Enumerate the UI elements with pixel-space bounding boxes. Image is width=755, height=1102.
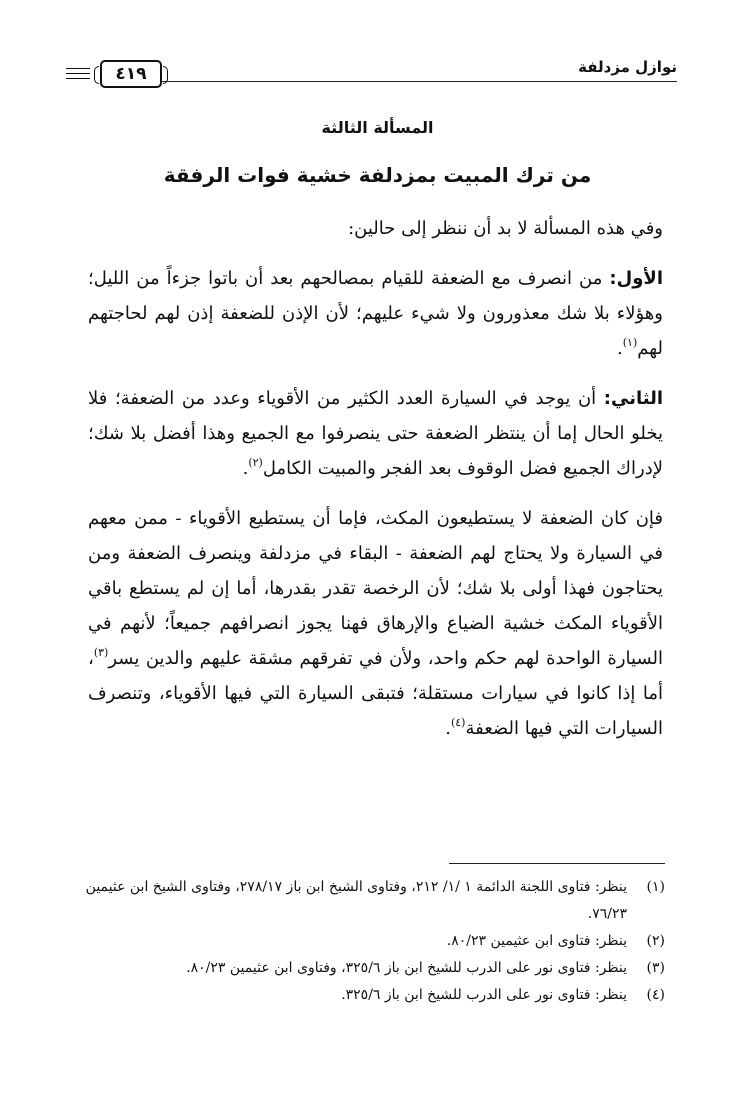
- footnote-ref-3: (٣): [93, 646, 109, 659]
- third-paragraph-text-2: ، أما إذا كانوا في سيارات مستقلة؛ فتبقى السيارة التي فيها الأقوياء، وتنصرف السيارات التي فيها الضعفة: [88, 648, 663, 739]
- running-header: [66, 52, 677, 92]
- footnote-text: ينظر: فتاوى اللجنة الدائمة ١ /١/ ٢١٢، وفتاوى الشيخ ابن باز ٢٧٨/١٧، وفتاوى الشيخ ابن عثيمين ٧٦/٢٣.: [85, 879, 627, 922]
- second-case-paragraph: الثاني: أن يوجد في السيارة العدد الكثير من الأقوياء وعدد من الضعفة؛ فلا يخلو الحال إما أن ينتظر الضعفة حتى ينصرفوا مع الجميع وهذا أفضل بلا شك؛ لإدراك الجميع فضل الوقوف بعد الفجر والمبيت الكامل$^{(٢)}$.: [88, 388, 663, 479]
- footnote-number: (٤): [646, 987, 665, 1003]
- footnote-text: ينظر: فتاوى نور على الدرب للشيخ ابن باز ٣٢٥/٦، وفتاوى ابن عثيمين ٨٠/٢٣.: [186, 960, 627, 976]
- footnote-item: [66, 982, 665, 1009]
- second-case-label: الثاني:: [603, 388, 663, 409]
- intro-paragraph: وفي هذه المسألة لا بد أن ننظر إلى حالين:: [348, 218, 663, 239]
- issue-heading: المسألة الثالثة: [321, 118, 434, 137]
- second-case-text: أن يوجد في السيارة العدد الكثير من الأقوياء وعدد من الضعفة؛ فلا يخلو الحال إما أن ينتظر الضعفة حتى ينصرفوا مع الجميع وهذا أفضل بلا شك؛ لإدراك الجميع فضل الوقوف بعد الفجر والمبيت الكامل: [88, 388, 663, 479]
- page-number: ٤١٩: [115, 64, 147, 84]
- footnotes: [66, 874, 665, 1009]
- third-paragraph-text-1: فإن كان الضعفة لا يستطيعون المكث، فإما أن يستطيع الأقوياء - ممن معهم في السيارة ولا يحتاج لهم الضعفة - البقاء في مزدلفة وينصرف الضعفة ومن يحتاجون فهذا أولى بلا شك؛ لأن الرخصة تقدر بقدرها، أما إن لم يستطع باقي الأقوياء المكث خشية الضياع والإرهاق فهنا يجوز انصرافهم جميعاً؛ لأنهم في السيارة الواحدة لهم حكم واحد، ولأن في تفرقهم مشقة عليهم والدين يسر: [88, 508, 663, 669]
- footnote-ref-4: (٤): [450, 716, 466, 729]
- issue-title: من ترك المبيت بمزدلفة خشية فوات الرفقة: [163, 163, 592, 187]
- first-case-paragraph: الأول: من انصرف مع الضعفة للقيام بمصالحهم بعد أن باتوا جزءاً من الليل؛ وهؤلاء بلا شك معذورون ولا شيء عليهم؛ لأن الإذن للضعفة إذن لهم لحاجتهم لهم$^{(١)}$.: [88, 268, 663, 359]
- first-case-label: الأول:: [609, 268, 663, 289]
- footnote-item: [66, 928, 665, 955]
- footnote-number: (٣): [646, 960, 665, 976]
- header-title: نوازل مزدلفة: [578, 58, 677, 76]
- page-number-badge: [100, 60, 162, 88]
- footnote-item: [66, 955, 665, 982]
- footnote-number: (١): [646, 879, 665, 895]
- header-ornament: [66, 68, 90, 83]
- body-text: [88, 211, 663, 746]
- footnote-text: ينظر: فتاوى ابن عثيمين ٨٠/٢٣.: [446, 933, 627, 949]
- footnote-ref-1: (١): [622, 336, 638, 349]
- first-case-text: من انصرف مع الضعفة للقيام بمصالحهم بعد أن باتوا جزءاً من الليل؛ وهؤلاء بلا شك معذورون ولا شيء عليهم؛ لأن الإذن للضعفة إذن لهم لحاجتهم لهم: [88, 268, 663, 359]
- footnote-ref-2: (٢): [248, 456, 263, 469]
- footnote-item: [66, 874, 665, 928]
- footnote-number: (٢): [646, 933, 665, 949]
- footnote-separator: [449, 863, 665, 864]
- third-paragraph: فإن كان الضعفة لا يستطيعون المكث، فإما أن يستطيع الأقوياء - ممن معهم في السيارة ولا يحتاج لهم الضعفة - البقاء في مزدلفة وينصرف الضعفة ومن يحتاجون فهذا أولى بلا شك؛ لأن الرخصة تقدر بقدرها، أما إن لم يستطع باقي الأقوياء المكث خشية الضياع والإرهاق فهنا يجوز انصرافهم جميعاً؛ لأنهم في السيارة الواحدة لهم حكم واحد، ولأن في تفرقهم مشقة عليهم والدين يسر$^{(٣)}$، أما إذا كانوا في سيارات مستقلة؛ فتبقى السيارة التي فيها الأقوياء، وتنصرف السيارات التي فيها الضعفة$^{(٤)}$.: [88, 508, 663, 739]
- footnote-text: ينظر: فتاوى نور على الدرب للشيخ ابن باز ٣٢٥/٦.: [341, 987, 627, 1003]
- header-rule: [148, 81, 677, 82]
